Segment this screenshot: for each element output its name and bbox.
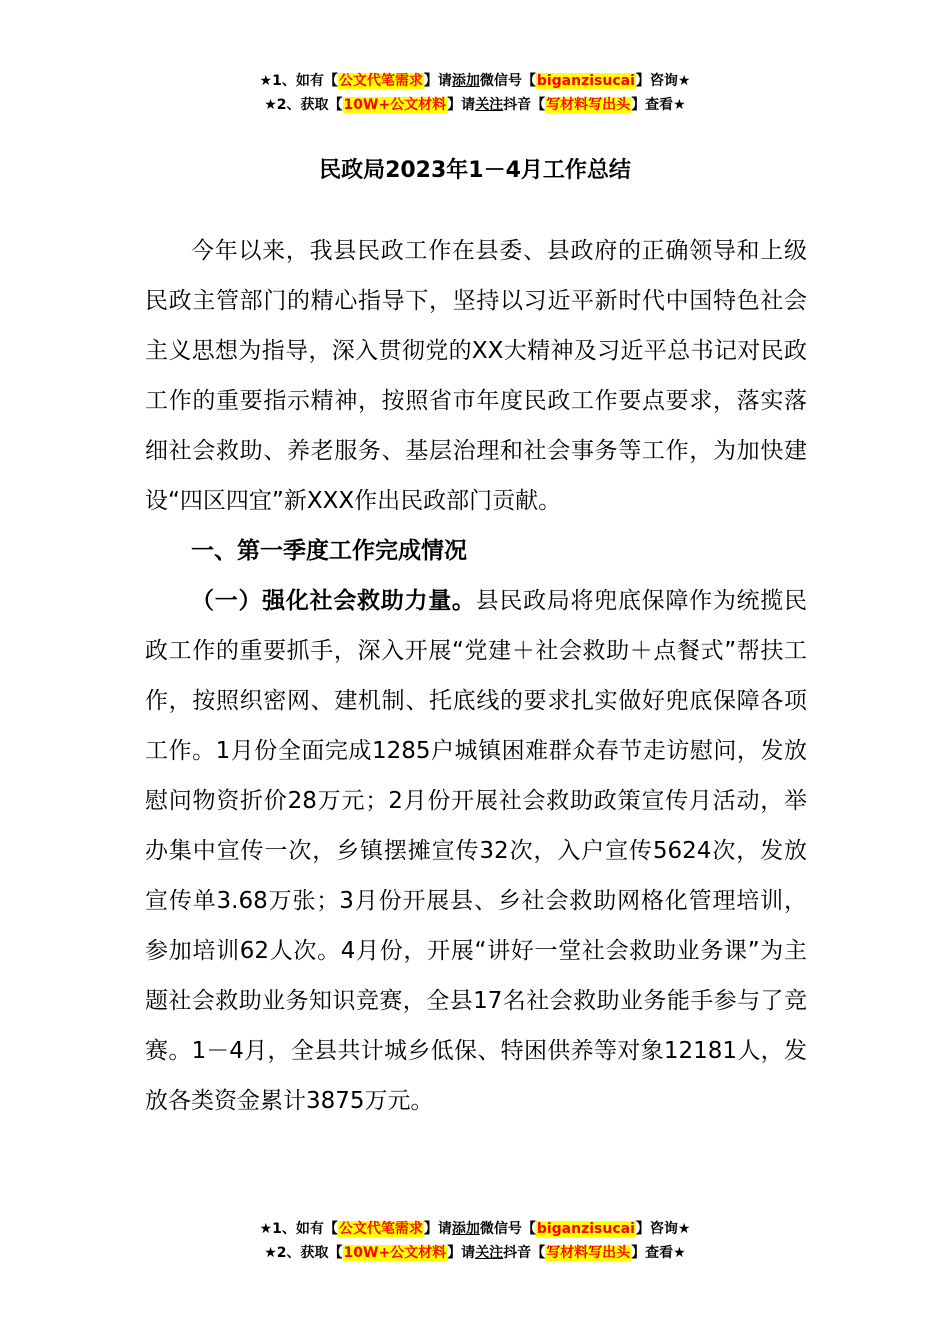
promo-text: 】请 (447, 1245, 476, 1261)
promo-text: 抖音【 (503, 97, 546, 113)
promo-text: 微信号【 (479, 73, 536, 89)
promo-line-1 (0, 70, 950, 94)
promo-line-2 (0, 1242, 950, 1266)
promo-text: ★1、如有【 (259, 73, 338, 89)
intro-paragraph: 今年以来，我县民政工作在县委、县政府的正确领导和上级民政主管部门的精心指导下，坚持以习近平新时代中国特色社会主义思想为指导，深入贯彻党的XX大精神及习近平总书记对民政工作的重要指示精神，按照省市年度民政工作要点要求，落实落细社会救助、养老服务、基层治理和社会事务等工作，为加快建设“四区四宜”新XXX作出民政部门贡献。 (145, 238, 807, 514)
subsection-label: （一）强化社会救助力量。 (191, 588, 476, 614)
promo-text: 微信号【 (479, 1221, 536, 1237)
promo-highlight: 10W+公文材料 (343, 1245, 447, 1261)
promo-underline: 关注 (475, 97, 504, 113)
promo-line-2 (0, 94, 950, 118)
promo-text: 】咨询★ (635, 1221, 691, 1237)
promo-text: 抖音【 (503, 1245, 546, 1261)
promo-text: 】请 (423, 73, 452, 89)
promo-text: 】咨询★ (635, 73, 691, 89)
promo-underline: 添加 (451, 1221, 480, 1237)
promo-line-1 (0, 1218, 950, 1242)
promo-highlight: biganzisucai (536, 1221, 635, 1237)
promo-highlight: 公文代笔需求 (338, 1221, 423, 1237)
promo-text: 】请 (447, 97, 476, 113)
promo-text: ★2、获取【 (264, 1245, 343, 1261)
promo-text: 】请 (423, 1221, 452, 1237)
promo-banner-top (0, 70, 950, 118)
promo-text: 】查看★ (631, 97, 686, 113)
promo-text: ★1、如有【 (259, 1221, 338, 1237)
promo-highlight: 写材料写出头 (546, 1245, 631, 1261)
promo-banner-bottom (0, 1218, 950, 1266)
promo-underline: 添加 (451, 73, 480, 89)
promo-text: ★2、获取【 (264, 97, 343, 113)
subsection-paragraph (145, 576, 807, 1126)
section-heading: 一、第一季度工作完成情况 (191, 538, 467, 564)
promo-highlight: 写材料写出头 (546, 97, 631, 113)
document-title: 民政局2023年1－4月工作总结 (319, 158, 631, 183)
promo-text: 】查看★ (631, 1245, 686, 1261)
promo-highlight: 公文代笔需求 (338, 73, 423, 89)
promo-highlight: biganzisucai (536, 73, 635, 89)
promo-highlight: 10W+公文材料 (343, 97, 447, 113)
subsection-text: 县民政局将兜底保障作为统揽民政工作的重要抓手，深入开展“党建＋社会救助＋点餐式”帮扶工作，按照织密网、建机制、托底线的要求扎实做好兜底保障各项工作。1月份全面完成1285户城镇困难群众春节走访慰问，发放慰问物资折价28万元；2月份开展社会救助政策宣传月活动，举办集中宣传一次，乡镇摆摊宣传32次，入户宣传5624次，发放宣传单3.68万张；3月份开展县、乡社会救助网格化管理培训，参加培训62人次。4月份，开展“讲好一堂社会救助业务课”为主题社会救助业务知识竞赛，全县17名社会救助业务能手参与了竞赛。1－4月，全县共计城乡低保、特困供养等对象12181人，发放各类资金累计3875万元。 (145, 588, 808, 1114)
document-body (145, 226, 807, 1126)
promo-underline: 关注 (475, 1245, 504, 1261)
